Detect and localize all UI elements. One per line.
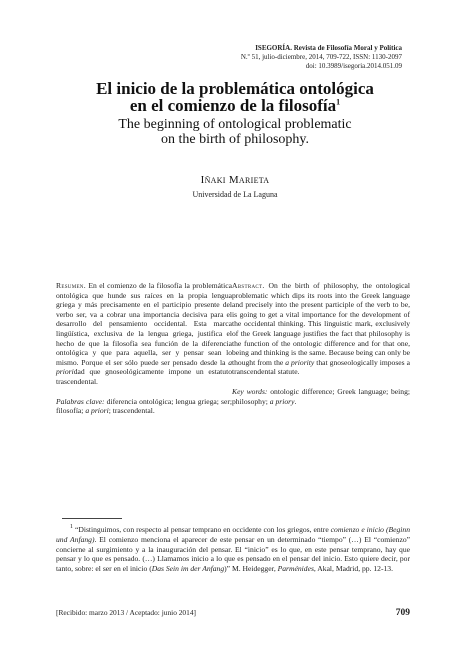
journal-issue: N.º 51, julio-diciembre, 2014, 709-722, ISSN: 1130-2097 <box>240 53 402 61</box>
keywords-en-text: ontologic difference; Greek language; being; philosophy; <box>232 386 410 406</box>
keywords-es-end: ; trascendental. <box>108 406 155 416</box>
footnote-part3: )” M. Heidegger, <box>224 564 278 574</box>
keywords-en-italic: a priory <box>269 396 295 406</box>
abstract-es-italic: a priori <box>56 357 232 377</box>
journal-name: ISEGORÍA. Revista de Filosofía Moral y Política <box>255 44 402 52</box>
footnote-italic3: Parménides <box>277 564 314 574</box>
footnote-part2: . El comienzo menciona el aparecer de este pensar en un determinado “tiempo” (…) El “comienzo” concierne al surgimiento y a la inauguración del pensar. El “inicio” es lo que, en este pensar temprano, hay que pensar y lo que es pensado. (…) Llamamos inicio a lo que es pensado en el pensar del inicio. Esto quiere decir, por tanto, sobre: el ser en el inicio ( <box>56 534 410 574</box>
footnote-italic2: Das Sein im der Anfang <box>151 564 225 574</box>
title-es-line2: en el comienzo de la filosofía <box>129 96 337 115</box>
keywords-es-italic: a priori <box>85 406 109 416</box>
footnote-mark: 1 <box>70 524 73 531</box>
title-en-line2: on the birth of philosophy. <box>160 132 310 147</box>
journal-doi: doi: 10.3989/isegoria.2014.051.09 <box>305 62 402 70</box>
title-spanish <box>60 80 410 114</box>
abstract-spanish <box>56 281 232 416</box>
title-en-line1: The beginning of ontological problematic <box>118 117 352 132</box>
keywords-en-label: Key words: <box>232 386 268 396</box>
abstract-en-text: On the birth of philosophy, the ontological problematic which dips its roots into the Greek language and precisely into the present participle of the verb to be, is going to get a vital importance for the development of the occidental thinking. This linguistic mark, exclusively of the Greek language justifies the fact that philosophy is the function of the ontologic difference and for that one, being and thinking is the same. Because being can only be thought from the <box>232 281 410 367</box>
keywords-es-label: Palabras clave: <box>56 396 105 406</box>
abstract-en-text-after: that gnoseologically imposes a transcendental statute. <box>232 357 411 377</box>
author-affiliation: Universidad de La Laguna <box>192 190 278 199</box>
keywords-spanish <box>56 397 232 416</box>
abstract-es-text: En el comienzo de la filosofía la problemática ontológica que hunde sus raíces en la propia lengua griega y más precisamente en el participio presente del verbo ser, va a cobrar una importancia decisiva para el desarrollo del pensamiento occidental. Esta marca lingüística, exclusiva de la lengua griega, justifica el hecho de que la filosofía sea función de la diferencia ontológica y que para aquella, ser y pensar sean lo mismo. Porque el ser sólo puede ser pensado desde la <box>56 281 232 367</box>
abstract-es-label: Resumen. <box>56 281 86 290</box>
abstract-english <box>232 281 410 406</box>
abstract-en-body <box>232 281 410 377</box>
footnote-part4: , Akal, Madrid, pp. 12-13. <box>313 564 393 574</box>
keywords-en-end: . <box>294 396 297 406</box>
title-footnote-mark: 1 <box>336 97 341 107</box>
author-name: Iñaki Marieta <box>200 174 270 186</box>
footnote-italic1: comienzo e inicio (Beginn und Anfang) <box>56 525 410 544</box>
abstract-es-text-after: dad que gnoseológicamente impone un estatuto trascendental. <box>56 367 232 386</box>
keywords-es-text: diferencia ontológica; lengua griega; ser; filosofía; <box>56 396 232 416</box>
page-footer <box>56 608 410 618</box>
title-es-line1: El inicio de la problemática ontológica <box>96 79 374 98</box>
abstract-en-italic: a priority <box>285 357 315 367</box>
abstract-es-body <box>56 281 232 387</box>
keywords-english <box>232 387 410 406</box>
footnote-divider <box>62 518 122 519</box>
received-accepted-dates: [Recibido: marzo 2013 / Aceptado: junio 2014] <box>56 608 196 617</box>
journal-header <box>202 44 402 71</box>
abstract-en-label: Abstract. <box>232 281 265 290</box>
page-number: 709 <box>395 608 410 618</box>
title-english <box>60 117 410 147</box>
footnote <box>56 525 410 574</box>
footnote-part1: “Distinguimos, con respecto al pensar temprano en occidente con los griegos, entre <box>73 525 331 534</box>
